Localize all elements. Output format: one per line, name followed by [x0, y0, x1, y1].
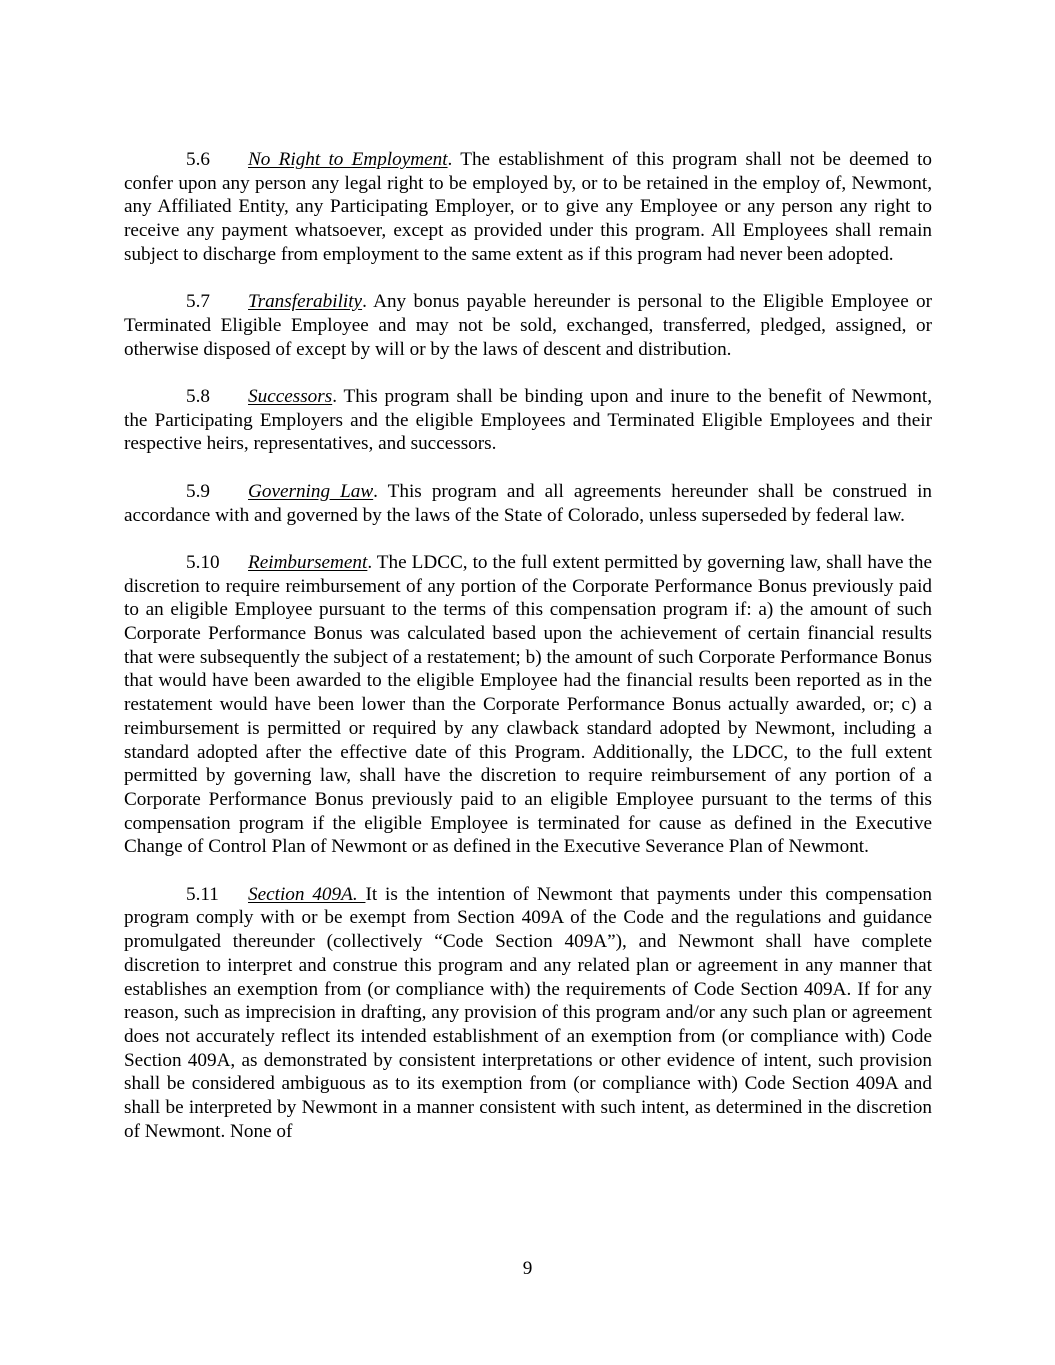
- section-title-suffix: .: [373, 480, 378, 502]
- section-title-suffix: .: [362, 291, 367, 313]
- section-5-10: [124, 551, 932, 859]
- section-title: Transferability: [248, 291, 363, 313]
- section-number: 5.9: [186, 480, 210, 502]
- section-title: Successors: [248, 386, 333, 407]
- section-body: Any bonus payable hereunder is personal to the Eligible Employee or Terminated Eligible Employee and may not be sold, exchanged, transferred, pledged, assigned, or otherwise disposed of except by will or by the laws of descent and distribution.: [124, 291, 932, 360]
- section-title: Reimbursement: [248, 551, 368, 573]
- section-5-6: [124, 148, 932, 267]
- section-body: This program shall be binding upon and inure to the benefit of Newmont, the Participating Employers and the eligible Employees and Terminated Eligible Employees and their respective heirs, representatives, and successors.: [124, 386, 932, 455]
- section-body: This program and all agreements hereunder shall be construed in accordance with and governed by the laws of the State of Colorado, unless superseded by federal law.: [124, 480, 932, 526]
- section-title: Section 409A.: [248, 883, 366, 905]
- section-number: 5.10: [186, 551, 220, 573]
- section-5-7: [124, 290, 932, 361]
- section-title-suffix: .: [447, 149, 453, 170]
- section-body: It is the intention of Newmont that payments under this compensation program comply with or be exempt from Section 409A of the Code and the regulations and guidance promulgated thereunder (collectively “Code Section 409A”), and Newmont shall have complete discretion to interpret and construe this program and any related plan or agreement in any manner that establishes an exemption from (or compliance with) the requirements of Code Section 409A. If for any reason, such as imprecision in drafting, any provision of this program and/or any such plan or agreement does not accurately reflect its intended establishment of an exemption from (or compliance with) Code Section 409A, as demonstrated by consistent interpretations or other evidence of intent, such provision shall be considered ambiguous as to its exemption from (or compliance with) Code Section 409A and shall be interpreted by Newmont in a manner consistent with such intent, as determined in the discretion of Newmont. None of: [124, 883, 932, 1142]
- section-number: 5.8: [186, 386, 210, 407]
- section-number: 5.11: [186, 883, 219, 905]
- section-5-9: [124, 480, 932, 527]
- section-title-suffix: .: [367, 551, 373, 573]
- section-title-suffix: .: [332, 386, 337, 407]
- section-5-11: [124, 883, 932, 1144]
- section-5-8: [124, 385, 932, 456]
- section-body: The LDCC, to the full extent permitted by governing law, shall have the discretion to require reimbursement of any portion of the Corporate Performance Bonus previously paid to an eligible Employee pursuant to the terms of this compensation program if: a) the amount of such Corporate Performance Bonus was calculated based upon the achievement of certain financial results that were subsequently the subject of a restatement; b) the amount of such Corporate Performance Bonus that would have been awarded to the eligible Employee had the financial results been reported as in the restatement would have been lower than the Corporate Performance Bonus actually awarded, or; c) a reimbursement is permitted or required by any clawback standard adopted by Newmont, including a standard adopted after the effective date of this Program. Additionally, the LDCC, to the full extent permitted by governing law, shall have the discretion to require reimbursement of any portion of a Corporate Performance Bonus previously paid to an eligible Employee pursuant to the terms of this compensation program if the eligible Employee is terminated for cause as defined in the Executive Change of Control Plan of Newmont or as defined in the Executive Severance Plan of Newmont.: [124, 551, 932, 858]
- section-title: No Right to Employment: [248, 149, 448, 170]
- section-number: 5.6: [186, 149, 210, 170]
- section-body: The establishment of this program shall not be deemed to confer upon any person any legal right to be employed by, or to be retained in the employ of, Newmont, any Affiliated Entity, any Participating Employer, or to give any Employee or any person any right to receive any payment whatsoever, except as provided under this program. All Employees shall remain subject to discharge from employment to the same extent as if this program had never been adopted.: [124, 149, 932, 265]
- page-number: 9: [522, 1258, 533, 1279]
- section-number: 5.7: [186, 291, 210, 313]
- document-page: [124, 148, 932, 1167]
- section-title: Governing Law: [248, 480, 374, 502]
